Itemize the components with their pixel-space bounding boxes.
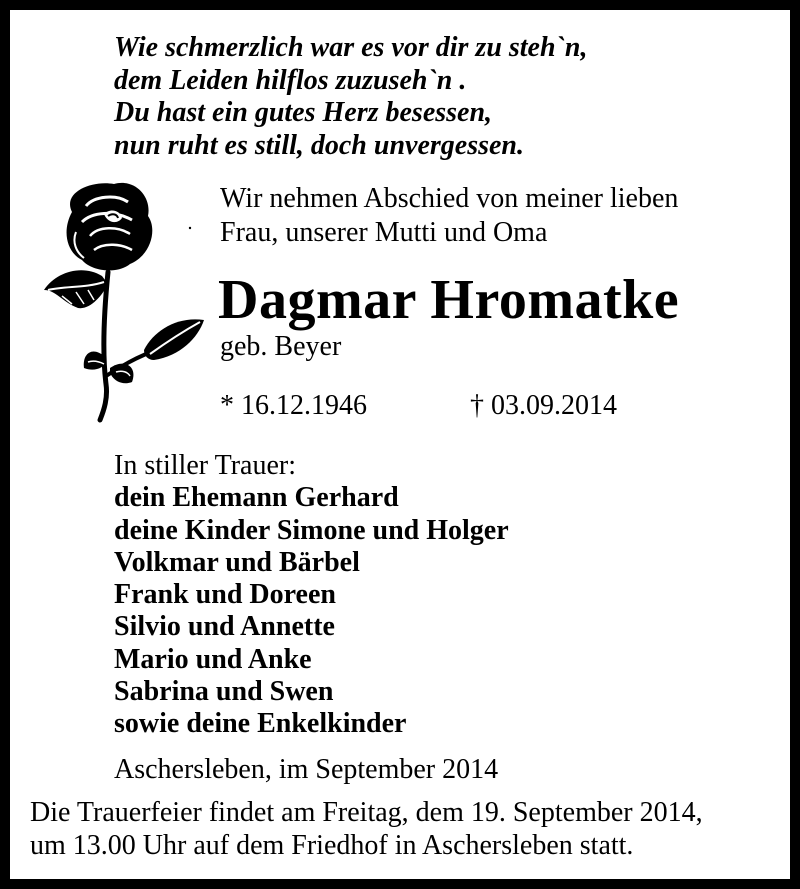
mourner-name: dein Ehemann Gerhard xyxy=(114,482,399,514)
mourners-heading: In stiller Trauer: xyxy=(114,450,296,481)
mourners xyxy=(114,450,714,741)
poem-line: Du hast ein gutes Herz besessen, xyxy=(114,97,493,128)
mourner-name: Sabrina und Swen xyxy=(114,676,334,708)
mourner-name: deine Kinder Simone und Holger xyxy=(114,514,509,546)
rose-icon xyxy=(32,172,214,424)
service-line: um 13.00 Uhr auf dem Friedhof in Aschersleben statt. xyxy=(30,830,634,861)
service-line: Die Trauerfeier findet am Freitag, dem 19. September 2014, xyxy=(30,797,703,828)
mourner-name: Mario und Anke xyxy=(114,643,312,675)
funeral-service-info xyxy=(30,796,790,862)
poem-line: Wie schmerzlich war es vor dir zu steh`n, xyxy=(114,32,588,63)
mourner-name: Frank und Doreen xyxy=(114,579,336,611)
death-date: † 03.09.2014 xyxy=(470,390,617,421)
place-date: Aschersleben, im September 2014 xyxy=(114,754,499,785)
mourner-name: Silvio und Annette xyxy=(114,611,335,643)
intro-text xyxy=(220,182,760,250)
poem-line: dem Leiden hilflos zuzuseh`n . xyxy=(114,64,467,96)
mourner-name: Volkmar und Bärbel xyxy=(114,546,360,578)
poem xyxy=(114,32,754,162)
intro-line: Wir nehmen Abschied von meiner lieben xyxy=(220,183,679,214)
intro-line: Frau, unserer Mutti und Oma xyxy=(220,217,548,248)
mourner-name: sowie deine Enkelkinder xyxy=(114,708,407,740)
poem-line: nun ruht es still, doch unvergessen. xyxy=(114,129,524,161)
maiden-name: geb. Beyer xyxy=(220,331,342,362)
deceased-name: Dagmar Hromatke xyxy=(218,269,680,331)
birth-date: * 16.12.1946 xyxy=(220,390,367,421)
